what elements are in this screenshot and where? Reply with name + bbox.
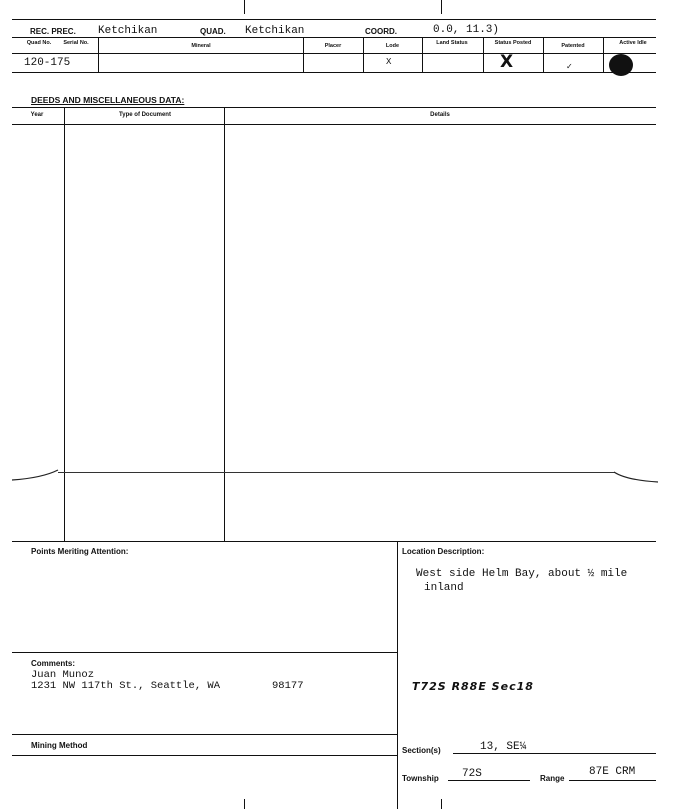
points-label: Points Meriting Attention: <box>31 547 129 556</box>
col-sep-5 <box>483 37 484 73</box>
sections-underline <box>453 753 656 754</box>
col-lode: Lode <box>385 43 400 49</box>
deeds-type-header: Type of Document <box>119 112 171 118</box>
location-label: Location Description: <box>402 547 485 556</box>
township-label: Township <box>402 774 439 783</box>
status-posted-mark: X <box>500 52 515 72</box>
deeds-col-sep-year <box>64 107 65 542</box>
col-active-idle: Active Idle <box>619 40 647 46</box>
top-rule <box>12 19 656 20</box>
fold-curl-right <box>614 470 658 484</box>
coord-label: COORD. <box>365 27 397 36</box>
comments-top-rule <box>12 652 398 653</box>
fold-curl-left <box>12 468 60 482</box>
col-mineral: Mineral <box>191 43 211 49</box>
rec-prec-value: Ketchikan <box>98 25 158 37</box>
bottom-tick-right <box>441 799 442 809</box>
deeds-section-title: DEEDS AND MISCELLANEOUS DATA: <box>31 95 185 105</box>
deeds-details-header: Details <box>430 112 450 118</box>
rec-prec-label: REC. PREC. <box>30 27 76 36</box>
col-land-status: Land Status <box>436 40 468 46</box>
table-top-rule <box>12 37 656 38</box>
table-header-bottom <box>12 53 656 54</box>
col-patented: Patented <box>561 43 585 49</box>
col-placer: Placer <box>324 43 342 49</box>
coord-value: 0.0, 11.3) <box>433 24 500 36</box>
deeds-header-rule <box>12 124 656 125</box>
comments-line-2: 1231 NW 117th St., Seattle, WA <box>31 680 221 692</box>
top-short-tick-right <box>441 0 442 14</box>
active-idle-dot <box>609 54 633 76</box>
bottom-tick-left <box>244 799 245 809</box>
col-serial-no: Serial No. <box>63 40 89 46</box>
location-handwritten: T72S R88E Sec18 <box>412 680 534 693</box>
col-quad-no: Quad No. <box>26 40 52 46</box>
range-value: 87E CRM <box>589 766 636 778</box>
sections-label: Section(s) <box>402 746 441 755</box>
location-line-2: inland <box>424 582 464 594</box>
sections-value: 13, SE¼ <box>480 741 527 753</box>
deeds-col-sep-type <box>224 107 225 542</box>
top-short-tick-left <box>244 0 245 14</box>
col-sep-7 <box>603 37 604 73</box>
quad-serial-value: 120-175 <box>24 57 71 69</box>
location-line-1: West side Helm Bay, about ½ mile <box>416 568 628 580</box>
range-label: Range <box>540 774 565 783</box>
table-bottom-rule <box>12 72 656 73</box>
quad-value: Ketchikan <box>245 25 305 37</box>
comments-zip: 98177 <box>272 680 304 692</box>
comments-label: Comments: <box>31 659 76 668</box>
range-underline <box>569 780 656 781</box>
lower-vertical-divider <box>397 541 398 809</box>
township-underline <box>448 780 530 781</box>
deeds-year-header: Year <box>30 112 44 118</box>
col-status-posted: Status Posted <box>494 40 532 46</box>
quad-label: QUAD. <box>200 27 226 36</box>
deeds-top-rule <box>12 107 656 108</box>
mining-top-rule <box>12 734 398 735</box>
fold-line <box>58 472 615 473</box>
deeds-bottom-rule <box>12 541 656 542</box>
col-sep-4 <box>422 37 423 73</box>
mining-bottom-rule <box>12 755 398 756</box>
township-value: 72S <box>462 768 482 780</box>
comments-line-1: Juan Munoz <box>31 669 95 681</box>
patented-mark: ✓ <box>566 62 574 71</box>
lode-mark: X <box>386 57 392 67</box>
mining-label: Mining Method <box>31 741 88 750</box>
